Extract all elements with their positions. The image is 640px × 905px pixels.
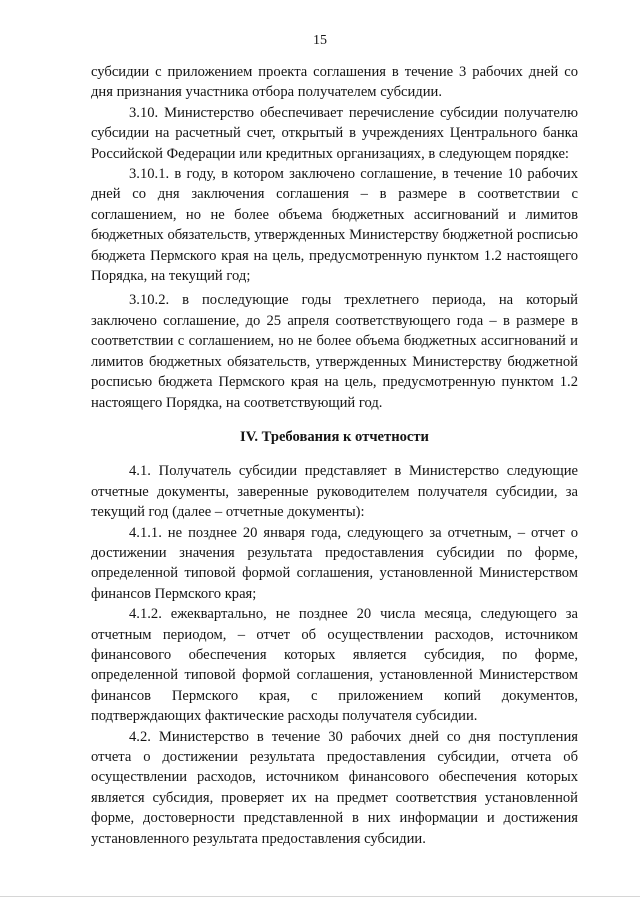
paragraph-3-10-2: 3.10.2. в последующие годы трехлетнего периода, на который заключено соглашение, до 25 апреля соответствующего года – в размере в соответствии с соглашением, но не более объема бюджетных ассигнований и лимитов бюджетных обязательств, утвержденных Министерству бюджетной росписью бюджета Пермского края на цель, предусмотренную пунктом 1.2 настоящего Порядка, на соответствующий год.: [91, 292, 578, 411]
page-content: [91, 62, 578, 849]
section-heading: IV. Требования к отчетности: [240, 428, 429, 445]
page-number: 15: [313, 33, 327, 48]
paragraph-continuation: субсидии с приложением проекта соглашения в течение 3 рабочих дней со дня признания участника отбора получателем субсидии.: [91, 64, 578, 101]
scan-edge-line: [0, 896, 640, 897]
paragraph-4-2: 4.2. Министерство в течение 30 рабочих дней со дня поступления отчета о достижении результата предоставления субсидии, отчета об осуществлении расходов, источником финансового обеспечения которых является субсидия, проверяет их на предмет соответствия установленной форме, достоверности представленной в них информации и достижения установленного результата предоставления субсидии.: [91, 728, 578, 847]
paragraph-3-10-1: 3.10.1. в году, в котором заключено соглашение, в течение 10 рабочих дней со дня заключения соглашения – в размере в соответствии с соглашением, но не более объема бюджетных ассигнований и лимитов бюджетных обязательств, утвержденных Министерству бюджетной росписью бюджета Пермского края на цель, предусмотренную пунктом 1.2 настоящего Порядка, на текущий год;: [91, 166, 578, 285]
paragraph-4-1-1: 4.1.1. не позднее 20 января года, следующего за отчетным, – отчет о достижении значения результата предоставления субсидии по форме, определенной типовой формой соглашения, установленной Министерством финансов Пермского края;: [91, 524, 578, 602]
paragraph-3-10: 3.10. Министерство обеспечивает перечисление субсидии получателю субсидии на расчетный счет, открытый в учреждениях Центрального банка Российской Федерации или кредитных организациях, в следующем порядке:: [91, 104, 578, 162]
paragraph-4-1-2: 4.1.2. ежеквартально, не позднее 20 числа месяца, следующего за отчетным периодом, – отчет об осуществлении расходов, источником финансового обеспечения которых является субсидия, по форме, определенной типовой формой соглашения, установленной Министерством финансов Пермского края, с приложением копий документов, подтверждающих фактические расходы получателя субсидии.: [91, 606, 578, 725]
paragraph-4-1: 4.1. Получатель субсидии представляет в Министерство следующие отчетные документы, заверенные руководителем получателя субсидии, за текущий год (далее – отчетные документы):: [91, 463, 578, 521]
